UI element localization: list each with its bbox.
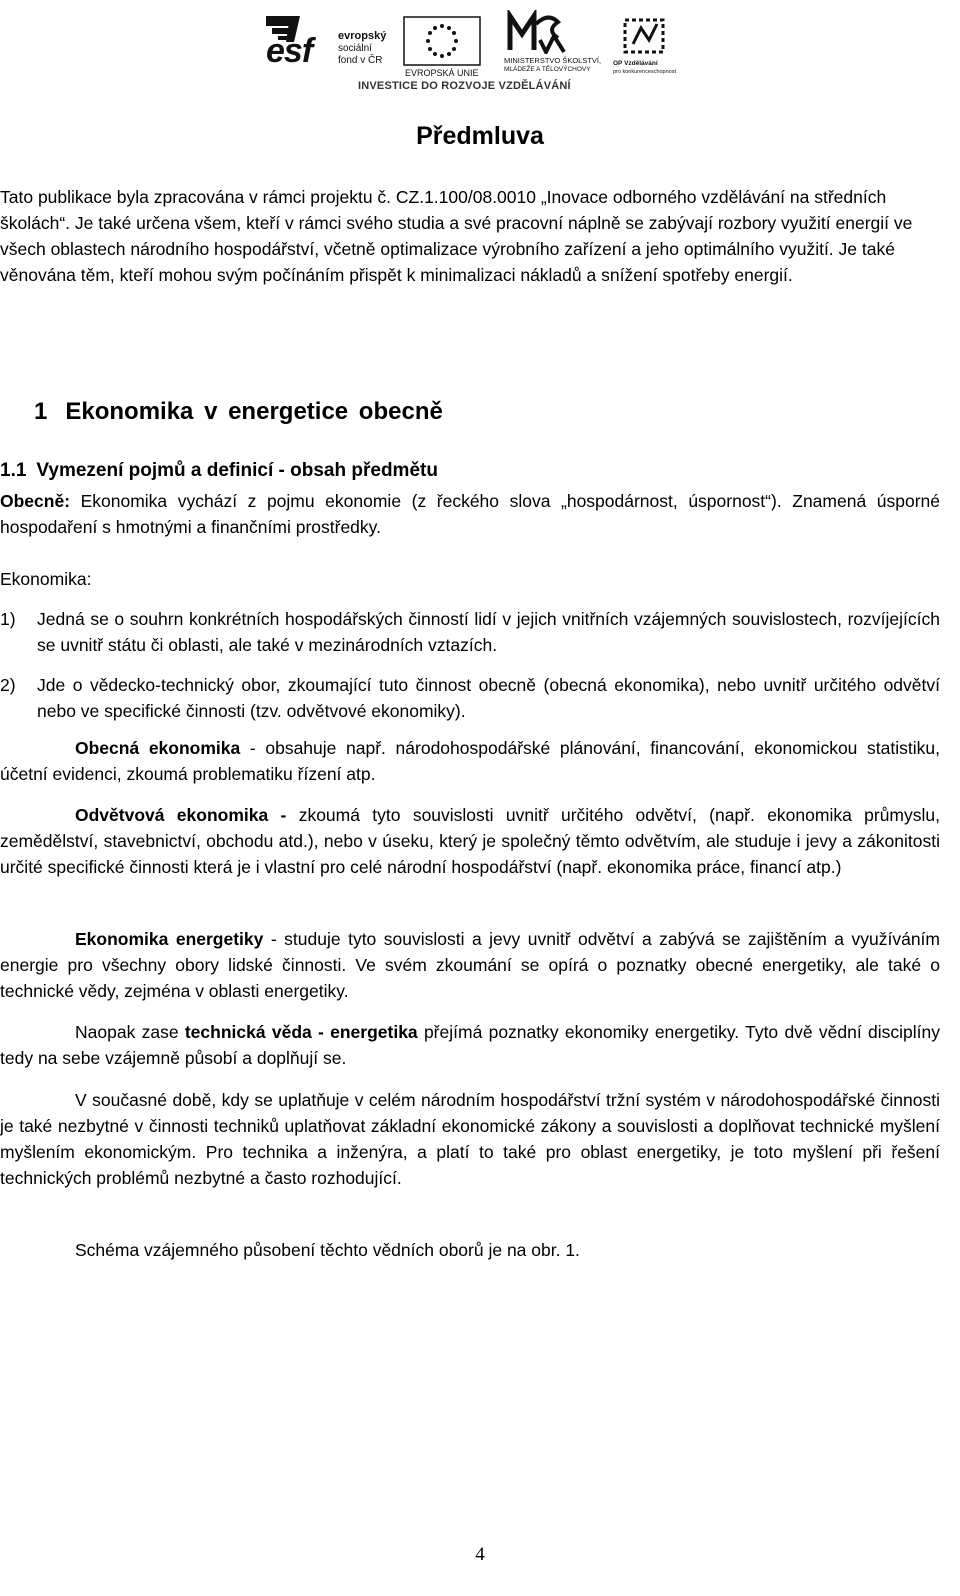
list-item-text: Jedná se o souhrn konkrétních hospodářských činností lidí v jejich vnitřních vzájemných souvislostech, rozvíjejících se uvnitř státu či oblasti, ale také v mezinárodních vztazích.: [37, 609, 940, 655]
esf-logo: [264, 12, 389, 76]
technical-science-text: přejímá poznatky ekonomiky energetiky. Tyto dvě vědní disciplíny tedy na sebe vzájemně působí a doplňují se.: [0, 1022, 940, 1068]
chapter-heading: [34, 398, 443, 426]
energy-economics-text: - studuje tyto souvislosti a jevy uvnitř odvětví a zabývá se zajištěním a využíváním energie pro všechny obory lidské činnosti. Ve svém zkoumání se opírá o poznatky obecné energetiky, ale také o technické vědy, zejména v oblasti energetiky.: [0, 929, 940, 1001]
tagline: INVESTICE DO ROZVOJE VZDĚLÁVÁNÍ: [358, 80, 571, 92]
eu-flag-logo: [395, 16, 495, 78]
esf-brand-text: esf: [266, 32, 313, 70]
energy-economics-paragraph: [0, 926, 940, 1004]
list-item: [0, 672, 940, 724]
section-heading: [0, 460, 438, 482]
technical-science-prefix: Naopak zase: [75, 1022, 185, 1042]
generally-text: Ekonomika vychází z pojmu ekonomie (z řeckého slova „hospodárnost, úspornost“). Znamená úsporné hospodaření s hmotnými a finančními prostředky.: [0, 491, 940, 537]
msmt-text-line2: MLÁDEŽE A TĚLOVÝCHOVY: [504, 66, 591, 73]
generally-label: Obecně:: [0, 491, 71, 511]
sector-economics-label: Odvětvová ekonomika -: [75, 805, 287, 825]
list-item-number: 1): [0, 609, 16, 629]
sector-economics-text: zkoumá tyto souvislosti uvnitř určitého odvětví, (např. ekonomika průmyslu, zemědělství, stavebnictví, obchodu atd.), nebo v úseku, který je společný těmto odvětvím, ale studuje i jevy a zákonitosti určité specifické činnosti která je i vlastní pro celé národní hospodářství (např. ekonomika práce, financí atp.): [0, 805, 940, 877]
esf-text-line3: fond v ČR: [338, 55, 383, 66]
op-text-line2: pro konkurenceschopnost: [613, 69, 676, 75]
section-number: 1.1: [0, 460, 27, 481]
esf-text-line2: sociální: [338, 43, 372, 54]
intro-paragraph: Tato publikace byla zpracována v rámci projektu č. CZ.1.100/08.0010 „Inovace odborného vzdělávání na středních školách“. Je také určena všem, kteří v rámci svého studia a své pracovní náplně se zabývají rozbory využití energií ve všech oblastech národního hospodářství, včetně optimalizace výrobního zařízení a jeho optimálního využití. Je také věnována těm, kteří mohou svým počínáním přispět k minimalizaci nákladů a snížení spotřeby energií.: [0, 187, 913, 285]
msmt-logo: [504, 10, 604, 78]
technical-science-label: technická věda - energetika: [184, 1022, 418, 1042]
general-economics-text: - obsahuje např. národohospodářské plánování, financování, ekonomickou statistiku, účetní evidenci, zkoumá problematiku řízení atp.: [0, 738, 940, 784]
technical-science-paragraph: [0, 1019, 940, 1071]
page-title: Předmluva: [416, 122, 544, 150]
general-economics-paragraph: [0, 735, 940, 787]
logo-banner: [258, 6, 698, 98]
general-economics-label: Obecná ekonomika: [75, 738, 241, 758]
eu-text: EVROPSKÁ UNIE: [405, 68, 479, 78]
op-text-line1: OP Vzdělávání: [613, 60, 658, 67]
chapter-number: 1: [34, 398, 48, 425]
present-time-paragraph: V současné době, kdy se uplatňuje v celém národním hospodářství tržní systém v národohospodářské činnosti je také nezbytné v činnosti techniků uplatňovat základní ekonomické zákony a souvislosti a doplňovat technické myšlení myšlením ekonomickým. Pro technika a inženýra, a platí to také pro oblast energetiky, je toto myšlení při řešení technických problémů nezbytné a často rozhodující.: [0, 1090, 940, 1188]
op-vk-logo: [613, 14, 693, 78]
page-number: 4: [475, 1544, 485, 1565]
sector-economics-paragraph: [0, 802, 940, 880]
generally-paragraph: [0, 488, 940, 540]
list-item-number: 2): [0, 675, 16, 695]
list-item-text: Jde o vědecko-technický obor, zkoumající tuto činnost obecně (obecná ekonomika), nebo uvnitř určitého odvětví nebo ve specifické činnosti (tzv. odvětvové ekonomiky).: [37, 675, 940, 721]
msmt-text-line1: MINISTERSTVO ŠKOLSTVÍ,: [504, 56, 602, 65]
chapter-title: Ekonomika v energetice obecně: [65, 398, 443, 425]
section-title: Vymezení pojmů a definicí - obsah předmětu: [36, 460, 438, 481]
esf-text-line1: evropský: [338, 30, 387, 42]
economics-label: Ekonomika:: [0, 569, 92, 589]
scheme-paragraph: Schéma vzájemného působení těchto vědních oborů je na obr. 1.: [75, 1240, 580, 1260]
energy-economics-label: Ekonomika energetiky: [75, 929, 264, 949]
list-item: [0, 606, 940, 658]
